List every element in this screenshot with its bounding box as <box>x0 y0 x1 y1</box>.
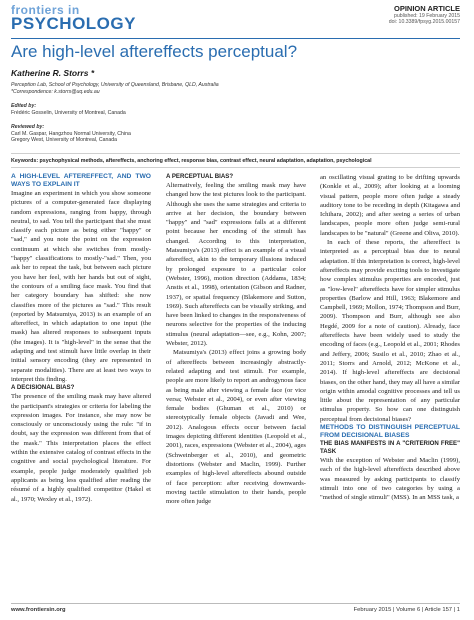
paragraph: Matsumiya's (2013) effect joins a growing body of aftereffects between increasingly abstractly-related adapting and test stimuli. For example, people are more likely to report an androgynous face as being male after viewing a female face (or vice versa; Webster et al., 2004), or even after viewing female bodies (Ghuman et al., 2010) or stereotypically female objects (Javadi and Wee, 2012). Analogous effects occur between facial images depicting different identities (Leopold et al., 2001), races, expressions (Webster et al., 2004), ages (Schweinberger et al., 2010), and geometric distortions (Webster and Maclin, 1999). Further examples of high-level aftereffects abound outside of face perception: after receiving downwards-moving tactile stimulation to their hands, people more often judge <box>166 349 306 506</box>
affiliation-line: Perception Lab, School of Psychology, University of Queensland, Brisbane, QLD, Australia <box>11 82 219 88</box>
text-column-3 <box>320 173 460 503</box>
issue-info: February 2015 | Volume 6 | Article 157 | 1 <box>353 607 460 613</box>
keywords-rule-bottom <box>11 167 460 168</box>
correspondence-line[interactable]: *Correspondence: k.storrs@uq.edu.au <box>11 88 100 95</box>
reviewer-line: Carl M. Gaspar, Hangzhou Normal University, China <box>11 130 131 137</box>
author-name[interactable]: Katherine R. Storrs * <box>11 68 95 78</box>
journal-url[interactable]: www.frontiersin.org <box>11 607 66 613</box>
doi[interactable]: doi: 10.3389/fpsyg.2015.00157 <box>388 19 460 25</box>
paragraph: Alternatively, feeling the smiling mask may have changed how the test pictures look to the participant. Although she uses the same strategies and criteria to arrive at her decision, the boundary between "happy" and "sad" expressions falls at a different point because her encoding of the stimuli has changed. According to this interpretation, Matsumiya's (2013) effect is an example of a visual aftereffect, akin to the temporary illusions induced by prolonged exposure to a particular color (Webster, 1996), motion direction (Addams, 1834; Anstis et al., 1998), orientation (Gibson and Radner, 1937), or spatial frequency (Blakemore and Sutton, 1969). Such aftereffects can be visually striking, and have been linked to changes in the responsiveness of neurons selective for the properties of the inducing stimulus (neural adaptation—see, e.g., Kohn, 2007; Webster, 2012). <box>166 182 306 348</box>
paragraph: With the exception of Webster and Maclin (1999), each of the high-level aftereffects described above was measured by asking participants to classify stimuli into one of two categories by using a "method of single stimuli" (MSS). In an MSS task, a <box>320 457 460 502</box>
keywords: Keywords: psychophysical methods, aftereffects, anchoring effect, response bias, contrast effect, neural adaptation, adaptation, psychological <box>11 158 372 164</box>
reviewed-by-block <box>11 124 131 144</box>
section-heading: A DECISIONAL BIAS? <box>11 384 75 392</box>
reviewed-by-label: Reviewed by: <box>11 124 45 130</box>
header-rule <box>11 38 460 39</box>
paragraph: Imagine an experiment in which you show someone pictures of a computer-generated face displaying random expressions, ranging from happy, through neutral, to sad. You tell the participant that she must classify each picture as being either "happy" or "sad," and you note the point on the expression continuum at which she switches from mostly-"happy" classifications to mostly-"sad." Then, you ask her to repeat the task, but between each picture you have her feel, with her hands but out of sight, the contours of a smiling face mask. You find that her category boundary has shifted: she now classifies more of the pictures as "sad." This result (reported by Matsumiya, 2013) is an example of an aftereffect, in which adaptation to one input (the mask) has altered responses to subsequent inputs (the images). It is "high-level" in the sense that the adapting and test stimuli have little overlap in their initial sensory encoding (they are represented in separate modalities). There are at least two ways to interpret this finding. <box>11 190 151 383</box>
text-column-1 <box>11 173 151 504</box>
edited-by-block <box>11 103 126 116</box>
article-meta <box>389 4 460 25</box>
reviewer-line: Gregory West, University of Montreal, Canada <box>11 137 118 143</box>
section-heading: A HIGH-LEVEL AFTEREFFECT, AND TWO WAYS TO EXPLAIN IT <box>11 173 151 188</box>
section-heading: THE BIAS MANIFESTS IN A "CRITERION FREE" TASK <box>320 440 460 456</box>
paragraph: The presence of the smiling mask may have altered the participant's strategies or criteria for labeling the expression images. For instance, she may now be consciously or unconsciously using the rule: "if in doubt, say the expression was different from that of the mask." This interpretation places the effect within the extensive catalog of contrast effects in the cognitive and social psychological literature. For example, people judge moderately qualified job applicants as being less qualified after reading the résumé of a highly qualified competitor (Hakel et al., 1970; Wexley et al., 1972). <box>11 393 151 503</box>
published-date: published: 19 February 2015 <box>393 13 460 19</box>
affiliation <box>11 82 219 95</box>
editor-line: Frédéric Gosselin, University of Montreal, Canada <box>11 109 126 116</box>
edited-by-label: Edited by: <box>11 103 37 109</box>
text-column-2 <box>166 173 306 506</box>
paragraph: an oscillating visual grating to be drifting upwards (Konkle et al., 2009); after looking at a looming visual pattern, people more often judge a steady auditory tone to be receding in depth (Kitagawa and Ichihara, 2002); and after seeing a series of urban landscapes, people more often judge semi-rural landscapes to be "natural" (Greene and Oliva, 2010). <box>320 174 460 237</box>
logo-bottom-text: PSYCHOLOGY <box>11 14 136 33</box>
article-type: OPINION ARTICLE <box>394 4 460 13</box>
section-heading: METHODS TO DISTINGUISH PERCEPTUAL FROM DECISIONAL BIASES <box>320 424 460 440</box>
article-title: Are high-level aftereffects perceptual? <box>11 42 298 61</box>
journal-header <box>0 0 474 36</box>
keywords-rule-top <box>11 153 460 154</box>
section-heading: A PERCEPTUAL BIAS? <box>166 173 234 180</box>
paragraph: In each of these reports, the aftereffect is interpreted as a perceptual bias due to neural adaptation. If this interpretation is correct, high-level aftereffects may provide exciting tools to investigate how complex stimulus properties are encoded, just as "low-level" aftereffects have for simpler stimulus properties (Barlow and Hill, 1963; Blakemore and Campbell, 1969; Mollon, 1974; Thompson and Burr, 2009). Thompson and Burr, although see also Hegdé, 2009 for a note of caution). Already, face aftereffects have been widely used to study the encoding of faces (e.g., Leopold et al., 2001; Rhodes and Jeffery, 2006; Susilo et al., 2010; Zhao et al., 2011; Storrs and Arnold, 2012; McKone et al., 2014). If high-level aftereffects are decisional biases, on the other hand, they may all have a similar origin within amodal cognitive processes and tell us little about the representation of any particular stimulus property. So how can one distinguish perceptual from decisional biases? <box>320 239 460 423</box>
logo-top-text: frontiers in <box>11 3 80 17</box>
footer-rule <box>11 603 460 604</box>
journal-logo[interactable] <box>11 4 136 32</box>
